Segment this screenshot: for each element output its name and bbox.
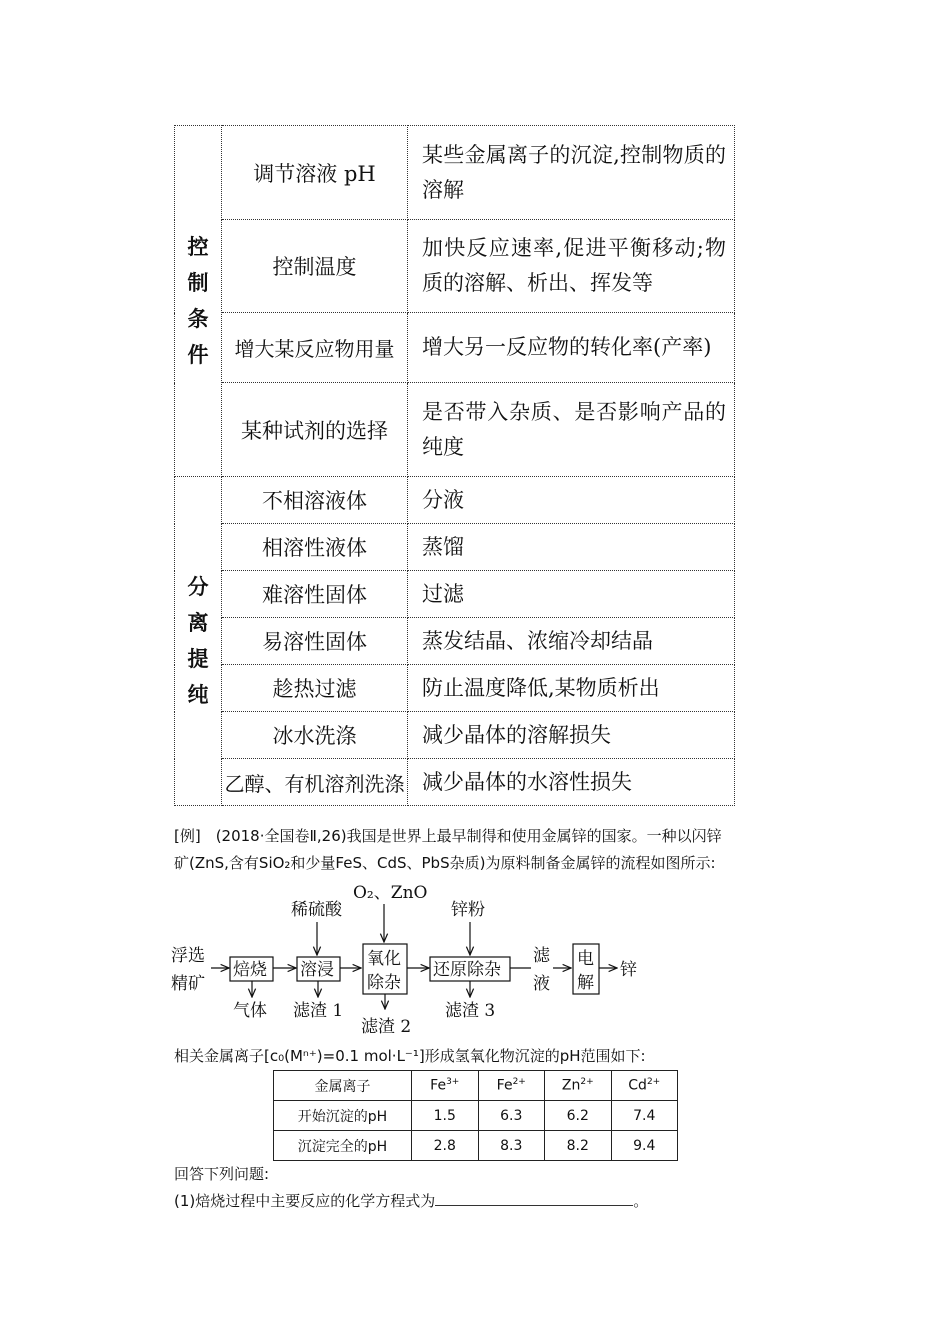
zinc-powder-label: 锌粉 [451, 900, 485, 920]
table-row [175, 665, 735, 712]
conditions-table [174, 125, 735, 806]
table-row [175, 759, 735, 806]
condition-cell: 易溶性固体 [222, 618, 408, 665]
header-cell: 金属离子 [274, 1071, 412, 1101]
filtrate-label-top: 滤 [533, 946, 550, 966]
table-row [175, 383, 735, 477]
value-cell: 1.5 [412, 1101, 479, 1131]
header-cell: $Fe^{2+}$ [478, 1071, 545, 1101]
purpose-cell: 增大另一反应物的转化率(产率) [408, 313, 735, 383]
table-row [274, 1071, 678, 1101]
condition-cell: 控制温度 [222, 220, 408, 313]
value-cell: 9.4 [611, 1131, 678, 1161]
reduction-label: 还原除杂 [433, 960, 501, 980]
row-label: 开始沉淀的pH [274, 1101, 412, 1131]
table-row [274, 1101, 678, 1131]
value-cell: 8.2 [545, 1131, 612, 1161]
header-cell: $Cd^{2+}$ [611, 1071, 678, 1101]
value-cell: 6.3 [478, 1101, 545, 1131]
purpose-cell: 蒸发结晶、浓缩冷却结晶 [408, 618, 735, 665]
condition-cell: 乙醇、有机溶剂洗涤 [222, 759, 408, 806]
condition-cell: 趁热过滤 [222, 665, 408, 712]
electrolysis-label-top: 电 [577, 949, 594, 969]
purpose-cell: 是否带入杂质、是否影响产品的纯度 [408, 383, 735, 477]
table-row [175, 477, 735, 524]
question-intro: 回答下列问题: [174, 1165, 270, 1183]
purpose-cell: 减少晶体的溶解损失 [408, 712, 735, 759]
residue3-label: 滤渣 3 [445, 1001, 496, 1021]
purpose-cell: 某些金属离子的沉淀,控制物质的溶解 [408, 126, 735, 220]
condition-cell: 冰水洗涤 [222, 712, 408, 759]
electrolysis-label-bottom: 解 [577, 973, 594, 993]
filtrate-label-bottom: 液 [533, 974, 550, 994]
value-cell: 2.8 [412, 1131, 479, 1161]
example-line-2: 矿(ZnS,含有SiO₂和少量FeS、CdS、PbS杂质)为原料制备金属锌的流程如图所示: [174, 854, 716, 872]
condition-cell: 不相溶液体 [222, 477, 408, 524]
table-row [175, 618, 735, 665]
oxidation-label-bottom: 除杂 [367, 973, 401, 993]
value-cell: 8.3 [478, 1131, 545, 1161]
ph-table [273, 1070, 678, 1161]
process-flow-diagram [165, 878, 665, 1042]
oxidant-label: O₂、ZnO [353, 883, 428, 903]
feed-label-bottom: 精矿 [171, 974, 205, 994]
zinc-product-label: 锌 [620, 960, 637, 980]
feed-label-top: 浮选 [171, 946, 205, 966]
table-row [175, 126, 735, 220]
condition-cell: 增大某反应物用量 [222, 313, 408, 383]
table-row [175, 712, 735, 759]
purpose-cell: 蒸馏 [408, 524, 735, 571]
roast-label: 焙烧 [233, 960, 267, 980]
value-cell: 6.2 [545, 1101, 612, 1131]
sulfuric-acid-label: 稀硫酸 [291, 900, 342, 920]
group-label-control: 控 制 条 件 [175, 126, 222, 477]
residue1-label: 滤渣 1 [293, 1001, 344, 1021]
purpose-cell: 加快反应速率,促进平衡移动;物质的溶解、析出、挥发等 [408, 220, 735, 313]
condition-cell: 相溶性液体 [222, 524, 408, 571]
header-cell: $Fe^{3+}$ [412, 1071, 479, 1101]
answer-blank[interactable] [435, 1191, 633, 1206]
row-label: 沉淀完全的pH [274, 1131, 412, 1161]
table-row [175, 524, 735, 571]
purpose-cell: 减少晶体的水溶性损失 [408, 759, 735, 806]
residue2-label: 滤渣 2 [361, 1017, 412, 1037]
header-cell: $Zn^{2+}$ [545, 1071, 612, 1101]
table-row [175, 220, 735, 313]
condition-cell: 某种试剂的选择 [222, 383, 408, 477]
purpose-cell: 过滤 [408, 571, 735, 618]
group-label-separation: 分 离 提 纯 [175, 477, 222, 806]
gas-label: 气体 [233, 1001, 267, 1021]
value-cell: 7.4 [611, 1101, 678, 1131]
purpose-cell: 防止温度降低,某物质析出 [408, 665, 735, 712]
ph-intro: 相关金属离子[c₀(Mⁿ⁺)=0.1 mol·L⁻¹]形成氢氧化物沉淀的pH范围如下: [174, 1047, 646, 1065]
table-row [274, 1131, 678, 1161]
table-row [175, 571, 735, 618]
table-row [175, 313, 735, 383]
oxidation-label-top: 氧化 [367, 949, 401, 969]
condition-cell: 调节溶液 pH [222, 126, 408, 220]
question-1: (1)焙烧过程中主要反应的化学方程式为 。 [174, 1192, 649, 1210]
purpose-cell: 分液 [408, 477, 735, 524]
example-line-1: [例] (2018·全国卷Ⅱ,26)我国是世界上最早制得和使用金属锌的国家。一种以闪锌 [174, 827, 722, 845]
condition-cell: 难溶性固体 [222, 571, 408, 618]
leach-label: 溶浸 [300, 960, 334, 980]
